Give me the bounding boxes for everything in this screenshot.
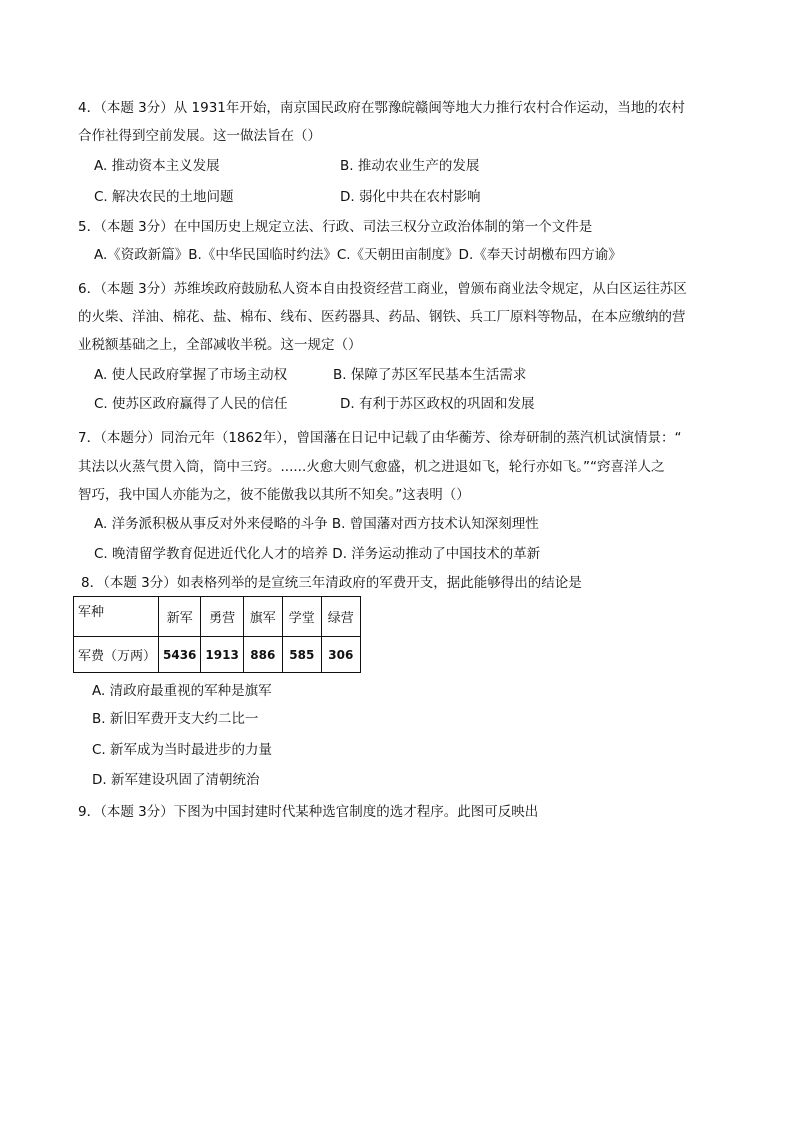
q7-options-ab: A. 洋务派积极从事反对外来侵略的斗争 B. 曾国藩对西方技术认知深刻理性 [94,516,539,532]
q4-stem-line2: 合作社得到空前发展。这一做法旨在（） [78,128,321,144]
military-expense-table [73,596,361,673]
q9-stem: 9．（本题 3分）下图为中国封建时代某种选官制度的选才程序。此图可反映出 [78,804,539,820]
q6-option-b: B. 保障了苏区军民基本生活需求 [333,367,527,383]
table-row [74,637,361,673]
q6-stem-line2: 的火柴、洋油、棉花、盐、棉布、线布、医药器具、药品、钢铁、兵工厂原料等物品，在本应缴纳的营 [78,309,686,325]
table-cell: 886 [243,637,282,673]
q8-option-d: D. 新军建设巩固了清朝统治 [92,772,260,788]
table-column-header: 旗军 [243,597,282,637]
q8-stem: 8．（本题 3分）如表格列举的是宣统三年清政府的军费开支，据此能够得出的结论是 [81,575,582,591]
q6-option-d: D. 有利于苏区政权的巩固和发展 [340,396,535,412]
q7-stem-line1: 7．（本题分）同治元年（1862年），曾国藩在日记中记载了由华蘅芳、徐寿研制的蒸汽机试演情景：“ [78,430,682,446]
table-cell: 585 [282,637,321,673]
q7-stem-line2: 其法以火蒸气贯入筒，筒中三窍。......火愈大则气愈盛，机之进退如飞，轮行亦如飞。”“窍喜洋人之 [78,459,665,475]
q8-option-c: C. 新军成为当时最进步的力量 [92,742,273,758]
q8-option-a: A. 清政府最重视的军种是旗军 [92,683,272,699]
q6-option-a: A. 使人民政府掌握了市场主动权 [94,367,288,383]
q4-option-a: A. 推动资本主义发展 [94,158,220,174]
table-header-label: 军种 [74,597,159,637]
table-cell: 5436 [159,637,201,673]
q8-option-b: B. 新旧军费开支大约二比一 [92,711,259,727]
q4-option-d: D. 弱化中共在农村影响 [340,189,481,205]
q4-option-c: C. 解决农民的土地问题 [94,189,234,205]
q7-stem-line3: 智巧，我中国人亦能为之，彼不能傲我以其所不知矣。”这表明（） [78,487,470,503]
table-cell: 1913 [201,637,243,673]
table-row [74,597,361,637]
table-column-header: 学堂 [282,597,321,637]
table-column-header: 新军 [159,597,201,637]
q5-stem: 5．（本题 3分）在中国历史上规定立法、行政、司法三权分立政治体制的第一个文件是 [78,219,593,235]
table-column-header: 勇营 [201,597,243,637]
table-cell: 306 [321,637,360,673]
q6-stem-line3: 业税额基础之上，全部减收半税。这一规定（） [78,337,362,353]
q5-options: A.《资政新篇》B.《中华民国临时约法》C.《天朝田亩制度》D.《奉天讨胡檄布四方谕》 [94,247,622,263]
q4-option-b: B. 推动农业生产的发展 [340,158,480,174]
table-column-header: 绿营 [321,597,360,637]
q6-option-c: C. 使苏区政府赢得了人民的信任 [94,396,288,412]
table-row-label: 军费（万两） [74,637,159,673]
q7-options-cd: C. 晚清留学教育促进近代化人才的培养 D. 洋务运动推动了中国技术的革新 [94,546,541,562]
q6-stem-line1: 6．（本题 3分）苏维埃政府鼓励私人资本自由投资经营工商业，曾颁布商业法令规定，从白区运往苏区 [78,281,687,297]
q4-stem-line1: 4．（本题 3分）从 1931年开始，南京国民政府在鄂豫皖赣闽等地大力推行农村合作运动，当地的农村 [78,100,685,116]
